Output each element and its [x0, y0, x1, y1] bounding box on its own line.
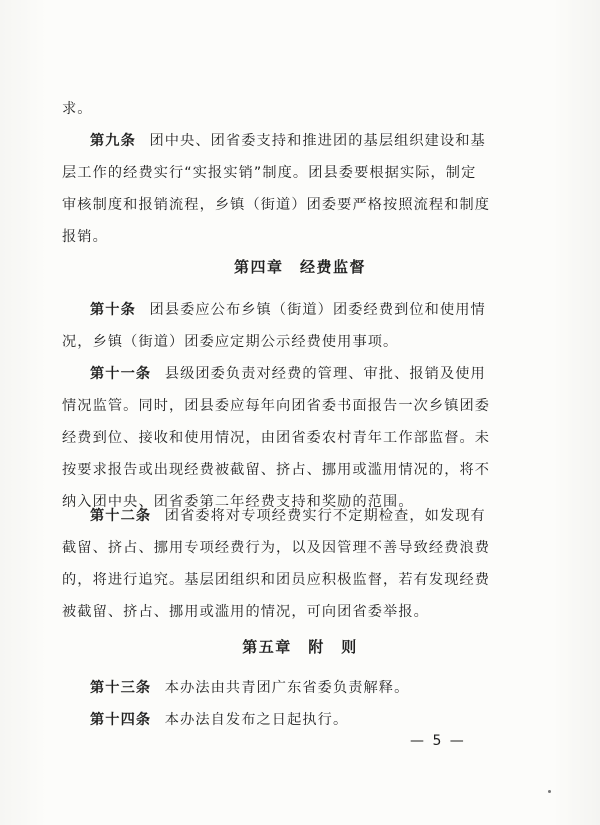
article-9-line-3: 审核制度和报销流程，乡镇（街道）团委要严格按照流程和制度 [62, 197, 491, 213]
article-14 [62, 704, 532, 736]
article-13 [62, 672, 532, 704]
chapter-five-heading: 第五章 附 则 [242, 638, 358, 656]
page-number: — 5 — [410, 733, 466, 749]
article-11-line-3: 经费到位、接收和使用情况，由团省委农村青年工作部监督。未 [62, 430, 491, 446]
article-10 [62, 294, 532, 358]
article-12-label: 第十二条 [90, 508, 152, 524]
article-12-line-3: 的，将进行追究。基层团组织和团员应积极监督，若有发现经费 [62, 572, 491, 588]
article-9-line-1: 团中央、团省委支持和推进团的基层组织建设和基 [149, 133, 486, 149]
article-11-line-5: 纳入团中央、团省委第二年经费支持和奖励的范围。 [62, 494, 414, 510]
article-12 [62, 500, 532, 628]
top-line: 求。 [62, 101, 93, 117]
article-10-line-1: 团县委应公布乡镇（街道）团委经费到位和使用情 [149, 302, 486, 318]
article-14-text: 本办法自发布之日起执行。 [164, 712, 349, 728]
article-10-label: 第十条 [90, 302, 136, 318]
article-9 [62, 125, 532, 253]
article-11-line-2: 情况监管。同时，团县委应每年向团省委书面报告一次乡镇团委 [62, 398, 491, 414]
article-9-line-4: 报销。 [62, 229, 108, 245]
article-11-label: 第十一条 [90, 366, 152, 382]
chapter-four-heading: 第四章 经费监督 [233, 258, 366, 276]
article-11-line-1: 县级团委负责对经费的管理、审批、报销及使用 [164, 366, 486, 382]
article-14-label: 第十四条 [90, 712, 152, 728]
article-13-text: 本办法由共青团广东省委负责解释。 [164, 680, 410, 696]
footer-dot [548, 790, 551, 793]
article-10-line-2: 况，乡镇（街道）团委应定期公示经费使用事项。 [62, 334, 399, 350]
top-text [62, 93, 532, 125]
article-11-line-4: 按要求报告或出现经费被截留、挤占、挪用或滥用情况的，将不 [62, 462, 491, 478]
article-12-line-2: 截留、挤占、挪用专项经费行为，以及因管理不善导致经费浪费 [62, 540, 491, 556]
article-13-label: 第十三条 [90, 680, 152, 696]
article-9-label: 第九条 [90, 133, 136, 149]
article-11 [62, 358, 532, 518]
article-12-line-1: 团省委将对专项经费实行不定期检查，如发现有 [164, 508, 486, 524]
article-12-line-4: 被截留、挤占、挪用或滥用的情况，可向团省委举报。 [62, 604, 429, 620]
article-9-line-2: 层工作的经费实行“实报实销”制度。团县委要根据实际，制定 [62, 165, 477, 181]
